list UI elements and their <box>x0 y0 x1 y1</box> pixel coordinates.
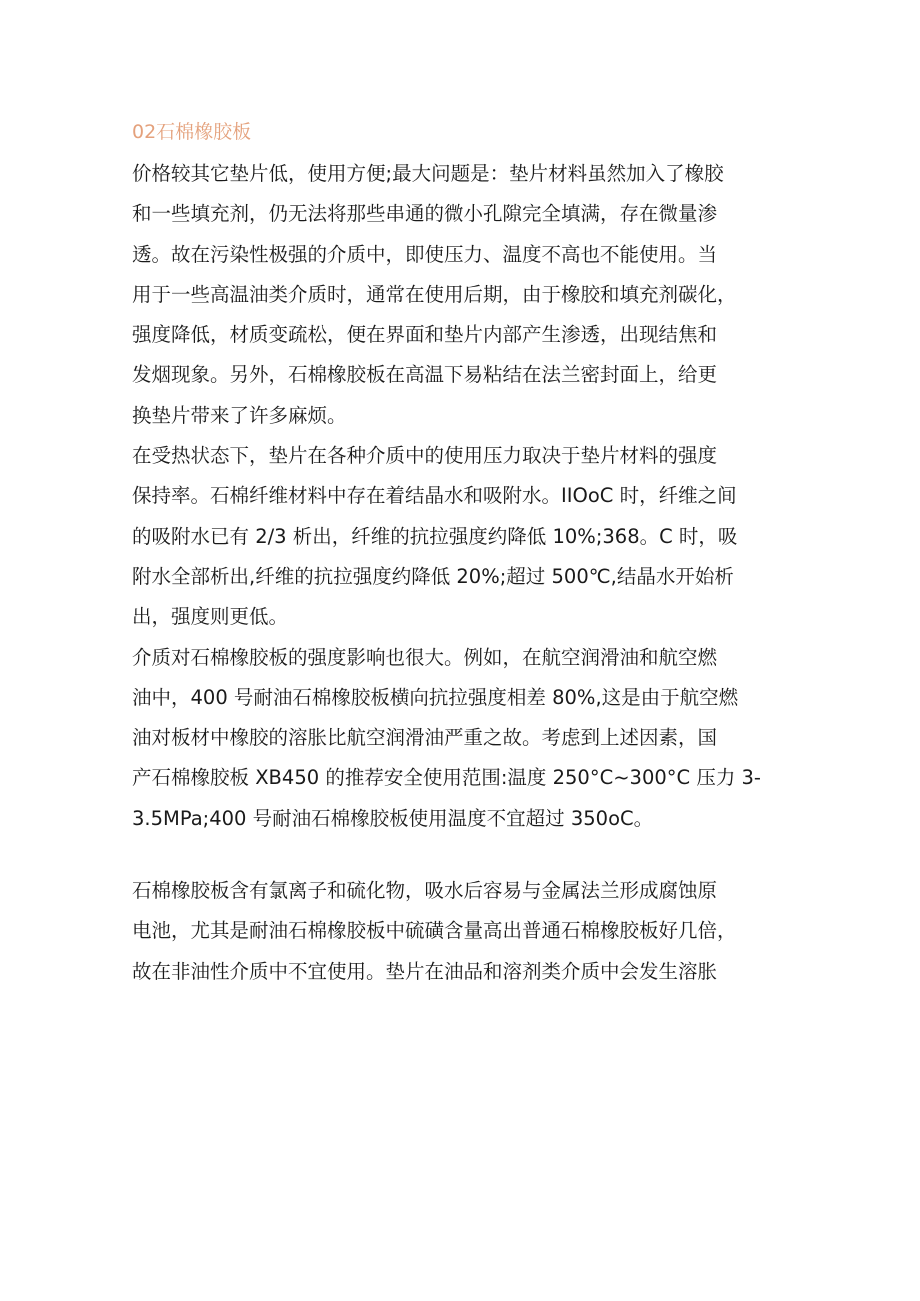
text-line: 石棉橡胶板含有氯离子和硫化物，吸水后容易与金属法兰形成腐蚀原 <box>132 879 718 903</box>
text-line: 价格较其它垫片低，使用方便;最大问题是：垫片材料虽然加入了橡胶 <box>132 162 724 185</box>
text-line: 和一些填充剂，仍无法将那些串通的微小孔隙完全填满，存在微量渗 <box>132 202 718 226</box>
text-line: 换垫片带来了许多麻烦。 <box>132 403 347 427</box>
paragraph-4 <box>132 871 800 992</box>
text-line: 3.5MPa;400 号耐油石棉橡胶板使用温度不宜超过 350oC。 <box>132 806 654 830</box>
paragraph-2 <box>132 436 800 637</box>
text-line: 产石棉橡胶板 XB450 的推荐安全使用范围:温度 250°C~300°C 压力 3- <box>132 766 761 790</box>
text-line: 在受热状态下，垫片在各种介质中的使用压力取决于垫片材料的强度 <box>132 444 718 468</box>
paragraph-3 <box>132 638 800 839</box>
paragraph-1 <box>132 154 800 436</box>
text-line: 油中，400 号耐油石棉橡胶板横向抗拉强度相差 80%,这是由于航空燃 <box>132 685 739 709</box>
document-body <box>132 112 800 992</box>
text-line: 油对板材中橡胶的溶胀比航空润滑油严重之故。考虑到上述因素，国 <box>132 726 718 750</box>
text-line: 的吸附水已有 2/3 析出，纤维的抗拉强度约降低 10%;368。C 时，吸 <box>132 524 738 548</box>
text-line: 强度降低，材质变疏松，便在界面和垫片内部产生渗透，出现结焦和 <box>132 323 718 347</box>
paragraph-gap <box>132 839 800 871</box>
text-line: 故在非油性介质中不宜使用。垫片在油品和溶剂类介质中会发生溶胀 <box>132 959 718 983</box>
text-line: 保持率。石棉纤维材料中存在着结晶水和吸附水。IIOoC 时，纤维之间 <box>132 484 737 508</box>
text-line: 附水全部析出,纤维的抗拉强度约降低 20%;超过 500℃,结晶水开始析 <box>132 564 734 588</box>
text-line: 用于一些高温油类介质时，通常在使用后期，由于橡胶和填充剂碳化， <box>132 282 737 306</box>
text-line: 透。故在污染性极强的介质中，即使压力、温度不高也不能使用。当 <box>132 242 718 266</box>
text-line: 电池，尤其是耐油石棉橡胶板中硫磺含量高出普通石棉橡胶板好几倍， <box>132 919 737 943</box>
text-line: 发烟现象。另外，石棉橡胶板在高温下易粘结在法兰密封面上，给更 <box>132 363 718 387</box>
text-line: 介质对石棉橡胶板的强度影响也很大。例如，在航空润滑油和航空燃 <box>132 645 718 669</box>
section-heading: 02石棉橡胶板 <box>132 121 252 143</box>
text-line: 出，强度则更低。 <box>132 605 289 629</box>
